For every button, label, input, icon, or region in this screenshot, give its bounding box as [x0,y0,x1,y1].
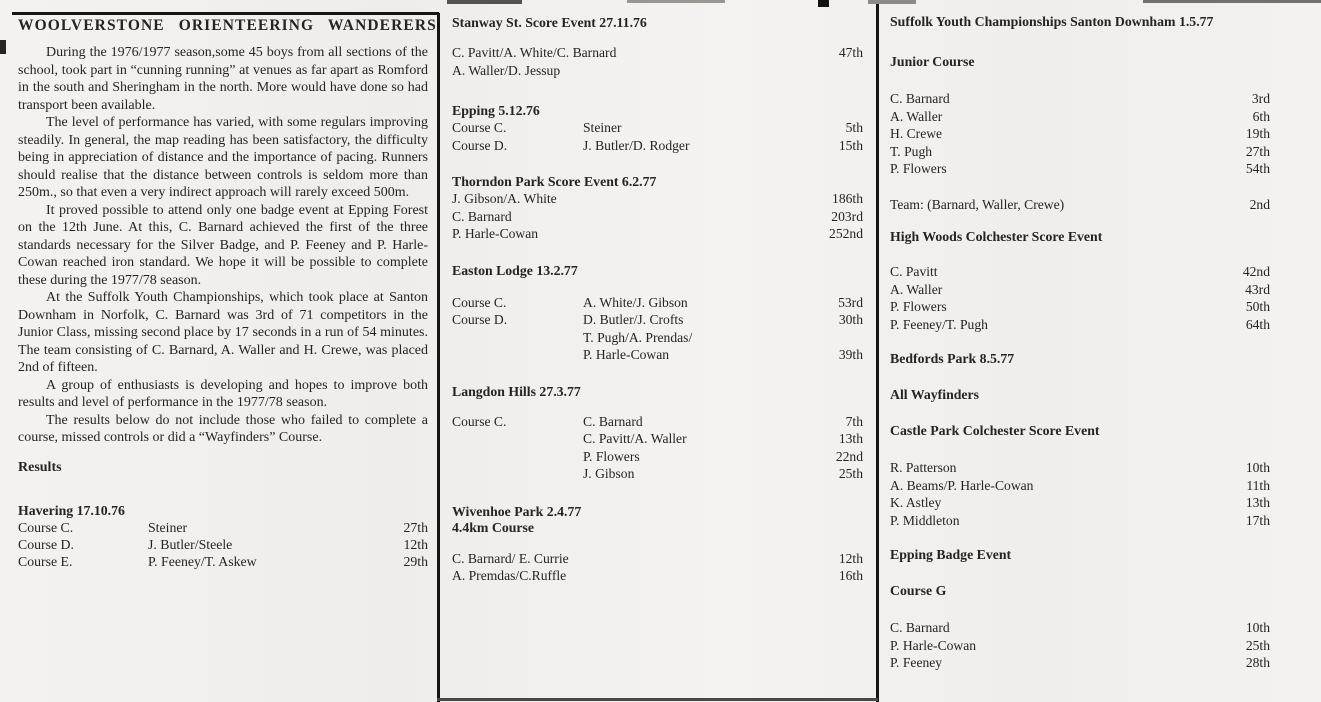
event-section-thorndon [452,174,863,243]
competitor-names: P. Feeney/T. Pugh [890,316,988,332]
article-paragraph: The level of performance has varied, with some regulars improving steadily. In general, the map reading has been satisfactory, the difficulty being in appreciation of distance and the importance of pacing. Runners should realise that the distance between controls is seldom more than 250m., so that even a very indirect approach will rarely exceed 500m. [18,115,428,200]
placing: 203rd [831,208,863,224]
result-row [18,536,428,553]
placing: 43rd [1245,281,1270,297]
result-row [890,108,1270,126]
competitor-names: C. Barnard [583,413,643,429]
placing: 10th [1245,460,1270,475]
event-section-epping [452,103,863,154]
result-row [890,494,1270,512]
event-subtitle: 4.4km Course [452,519,535,535]
placing: 19th [1245,126,1270,141]
course-label: Course D. [452,312,508,327]
result-row [890,619,1270,637]
course-label [452,465,583,483]
placing: 42nd [1242,264,1270,279]
competitor-names: A. Waller [890,281,943,297]
result-row [452,44,863,62]
event-section-bedfords [890,351,1270,403]
event-section-suffolk [890,14,1270,213]
competitor-names: C. Barnard [890,620,950,635]
competitor-names: J. Gibson [583,466,635,481]
team-names: Team: (Barnard, Waller, Crewe) [890,196,1065,212]
competitor-names: C. Pavitt/A. Waller [583,431,687,446]
result-row [452,119,863,137]
placing: 53rd [838,294,863,310]
result-row [890,160,1270,178]
course-label [452,430,583,448]
column-divider-left [437,13,440,702]
placing: 25th [838,466,863,481]
event-title: Stanway St. Score Event 27.11.76 [452,15,647,30]
placing: 2nd [1249,196,1270,212]
course-label: Course C. [18,519,74,535]
competitor-names: P. Feeney/T. Askew [148,553,257,569]
competitor-names: R. Patterson [890,460,957,475]
competitor-names: A. White/J. Gibson [583,294,688,310]
event-section-stanway [452,15,863,79]
competitor-names: Steiner [583,120,622,135]
right-column [890,0,1270,672]
competitor-names: C. Barnard [452,208,512,224]
course-label [452,329,583,347]
competitor-names: Steiner [148,519,188,535]
result-row [452,311,863,329]
placing: 13th [838,431,863,446]
result-row [890,637,1270,655]
article-paragraph: It proved possible to attend only one badge event at Epping Forest on the 12th June. At this, C. Barnard achieved the first of the three standards necessary for the Silver Badge, and P. Feeney and P. Harle-Cowan reached iron standard. We hope it will be possible to complete these during the 1977/78 season. [18,202,428,288]
placing: 16th [838,568,863,583]
placing: 186th [832,191,863,206]
result-row [452,208,863,226]
placing: 50th [1245,299,1270,314]
placing: 54th [1245,161,1270,176]
placing: 12th [838,550,863,566]
result-row [452,225,863,243]
result-rows [890,619,1270,672]
competitor-names: J. Gibson/A. White [452,191,557,206]
article-paragraph: At the Suffolk Youth Championships, which took place at Santon Downham in Norfolk, C. Barnard was 3rd of 71 competitors in the Junior Class, missing second place by 17 seconds in a run of 54 minutes. The team consisting of C. Barnard, A. Waller and H. Crewe, was placed 2nd of fifteen. [18,290,428,375]
competitor-names: P. Middleton [890,512,960,528]
competitor-names: P. Harle-Cowan [583,347,670,362]
event-title: Havering 17.10.76 [18,502,125,518]
course-label: Course E. [18,553,73,569]
competitor-names: A. Beams/P. Harle-Cowan [890,477,1034,493]
result-row [890,477,1270,495]
competitor-names: A. Waller/D. Jessup [452,62,561,78]
placing: 27th [403,519,428,535]
competitor-names: C. Pavitt [890,264,938,279]
placing: 11th [1246,477,1270,493]
placing: 30th [838,312,863,327]
result-row [890,654,1270,672]
placing: 39th [838,347,863,362]
result-row [18,519,428,536]
result-row [452,465,863,483]
event-section-langdon [452,384,863,483]
result-row [890,263,1270,281]
result-row [452,567,863,585]
event-title: Castle Park Colchester Score Event [890,423,1100,438]
scan-artifact [0,40,6,54]
event-title: Wivenhoe Park 2.4.77 [452,503,582,519]
event-title: High Woods Colchester Score Event [890,229,1103,244]
course-label: Course C. [452,294,507,310]
course-label: Course C. [452,120,507,135]
event-title: Thorndon Park Score Event 6.2.77 [452,174,657,189]
result-row [452,550,863,568]
placing: 64th [1245,316,1270,332]
placing: 25th [1245,637,1270,653]
competitor-names: P. Harle-Cowan [452,226,539,241]
result-row [890,512,1270,530]
article-paragraph: The results below do not include those who failed to complete a course, missed controls or did a “Wayfinders” Course. [18,412,428,445]
result-rows [890,263,1270,333]
event-title: Epping 5.12.76 [452,103,540,118]
placing: 28th [1245,655,1270,670]
result-row [452,62,863,80]
course-label: Course D. [18,536,74,552]
event-section-havering [18,502,428,570]
course-label: Course D. [452,137,508,153]
competitor-names: T. Pugh/A. Prendas/ [583,329,693,345]
placing: 252nd [829,226,863,241]
event-title: Epping Badge Event [890,547,1012,562]
placing: 17th [1245,512,1270,528]
page-title: WOOLVERSTONE ORIENTEERING WANDERERS [18,17,437,34]
competitor-names: P. Feeney [890,655,943,670]
event-section-highwoods [890,229,1270,333]
result-rows [890,90,1270,178]
result-row [890,316,1270,334]
result-row [890,143,1270,161]
result-row [890,459,1270,477]
competitor-names: D. Butler/J. Crofts [583,312,684,327]
competitor-names: P. Flowers [583,448,640,464]
event-section-epping-badge [890,547,1270,672]
result-row [452,430,863,448]
event-title: Bedfords Park 8.5.77 [890,351,1015,366]
competitor-names: C. Barnard [890,91,950,106]
event-section-wivenhoe [452,504,863,585]
result-row [452,190,863,208]
result-row [452,413,863,431]
competitor-names: P. Flowers [890,299,947,314]
placing: 5th [845,120,863,135]
column-divider-right [876,0,879,702]
placing: 22nd [835,448,863,464]
article-paragraph: A group of enthusiasts is developing and hopes to improve both results and level of performance in the 1977/78 season. [18,377,428,410]
placing [791,62,863,80]
result-row [890,125,1270,143]
event-title: Easton Lodge 13.2.77 [452,262,578,278]
bottom-rule [437,698,878,701]
placing: 27th [1245,143,1270,159]
placing: 12th [403,536,428,552]
competitor-names: J. Butler/D. Rodger [583,137,690,153]
placing [791,329,863,347]
competitor-names: P. Flowers [890,161,947,176]
competitor-names: P. Harle-Cowan [890,637,977,653]
competitor-names: J. Butler/Steele [148,536,233,552]
event-subtitle: All Wayfinders [890,387,980,402]
course-label: Course C. [452,413,507,429]
placing: 6th [1252,108,1270,124]
result-row [890,90,1270,108]
result-row [452,329,863,347]
placing: 3rd [1251,91,1270,106]
article-paragraph: During the 1976/1977 season,some 45 boys from all sections of the school, took part in “cunning running” at venues as far apart as Romford in the south and Sheringham in the north. More would have done so had transport been available. [18,45,428,113]
competitor-names: K. Astley [890,495,942,510]
event-section-castlepark [890,423,1270,529]
competitor-names: A. Premdas/C.Ruffle [452,568,567,583]
event-section-easton [452,263,863,364]
result-row [890,298,1270,316]
event-title: Langdon Hills 27.3.77 [452,383,581,399]
result-row [452,346,863,364]
team-result-row [890,196,1270,214]
event-subtitle: Junior Course [890,54,975,69]
competitor-names: C. Barnard/ E. Currie [452,550,569,566]
results-heading: Results [18,459,62,475]
placing: 29th [403,553,428,569]
competitor-names: A. Waller [890,108,943,124]
competitor-names: H. Crewe [890,126,943,141]
course-label [452,346,583,364]
result-row [18,553,428,570]
course-label [452,448,583,466]
left-column [18,0,437,570]
result-rows [890,459,1270,529]
placing: 15th [838,137,863,153]
placing: 47th [838,45,863,60]
result-row [452,294,863,312]
event-title: Suffolk Youth Championships Santon Downham 1.5.77 [890,14,1214,29]
result-row [890,281,1270,299]
placing: 10th [1245,620,1270,635]
result-row [452,137,863,155]
placing: 7th [845,413,863,429]
result-row [452,448,863,466]
event-subtitle: Course G [890,583,947,598]
competitor-names: T. Pugh [890,143,933,159]
middle-column [452,0,863,585]
competitor-names: C. Pavitt/A. White/C. Barnard [452,45,617,60]
placing: 13th [1245,495,1270,510]
